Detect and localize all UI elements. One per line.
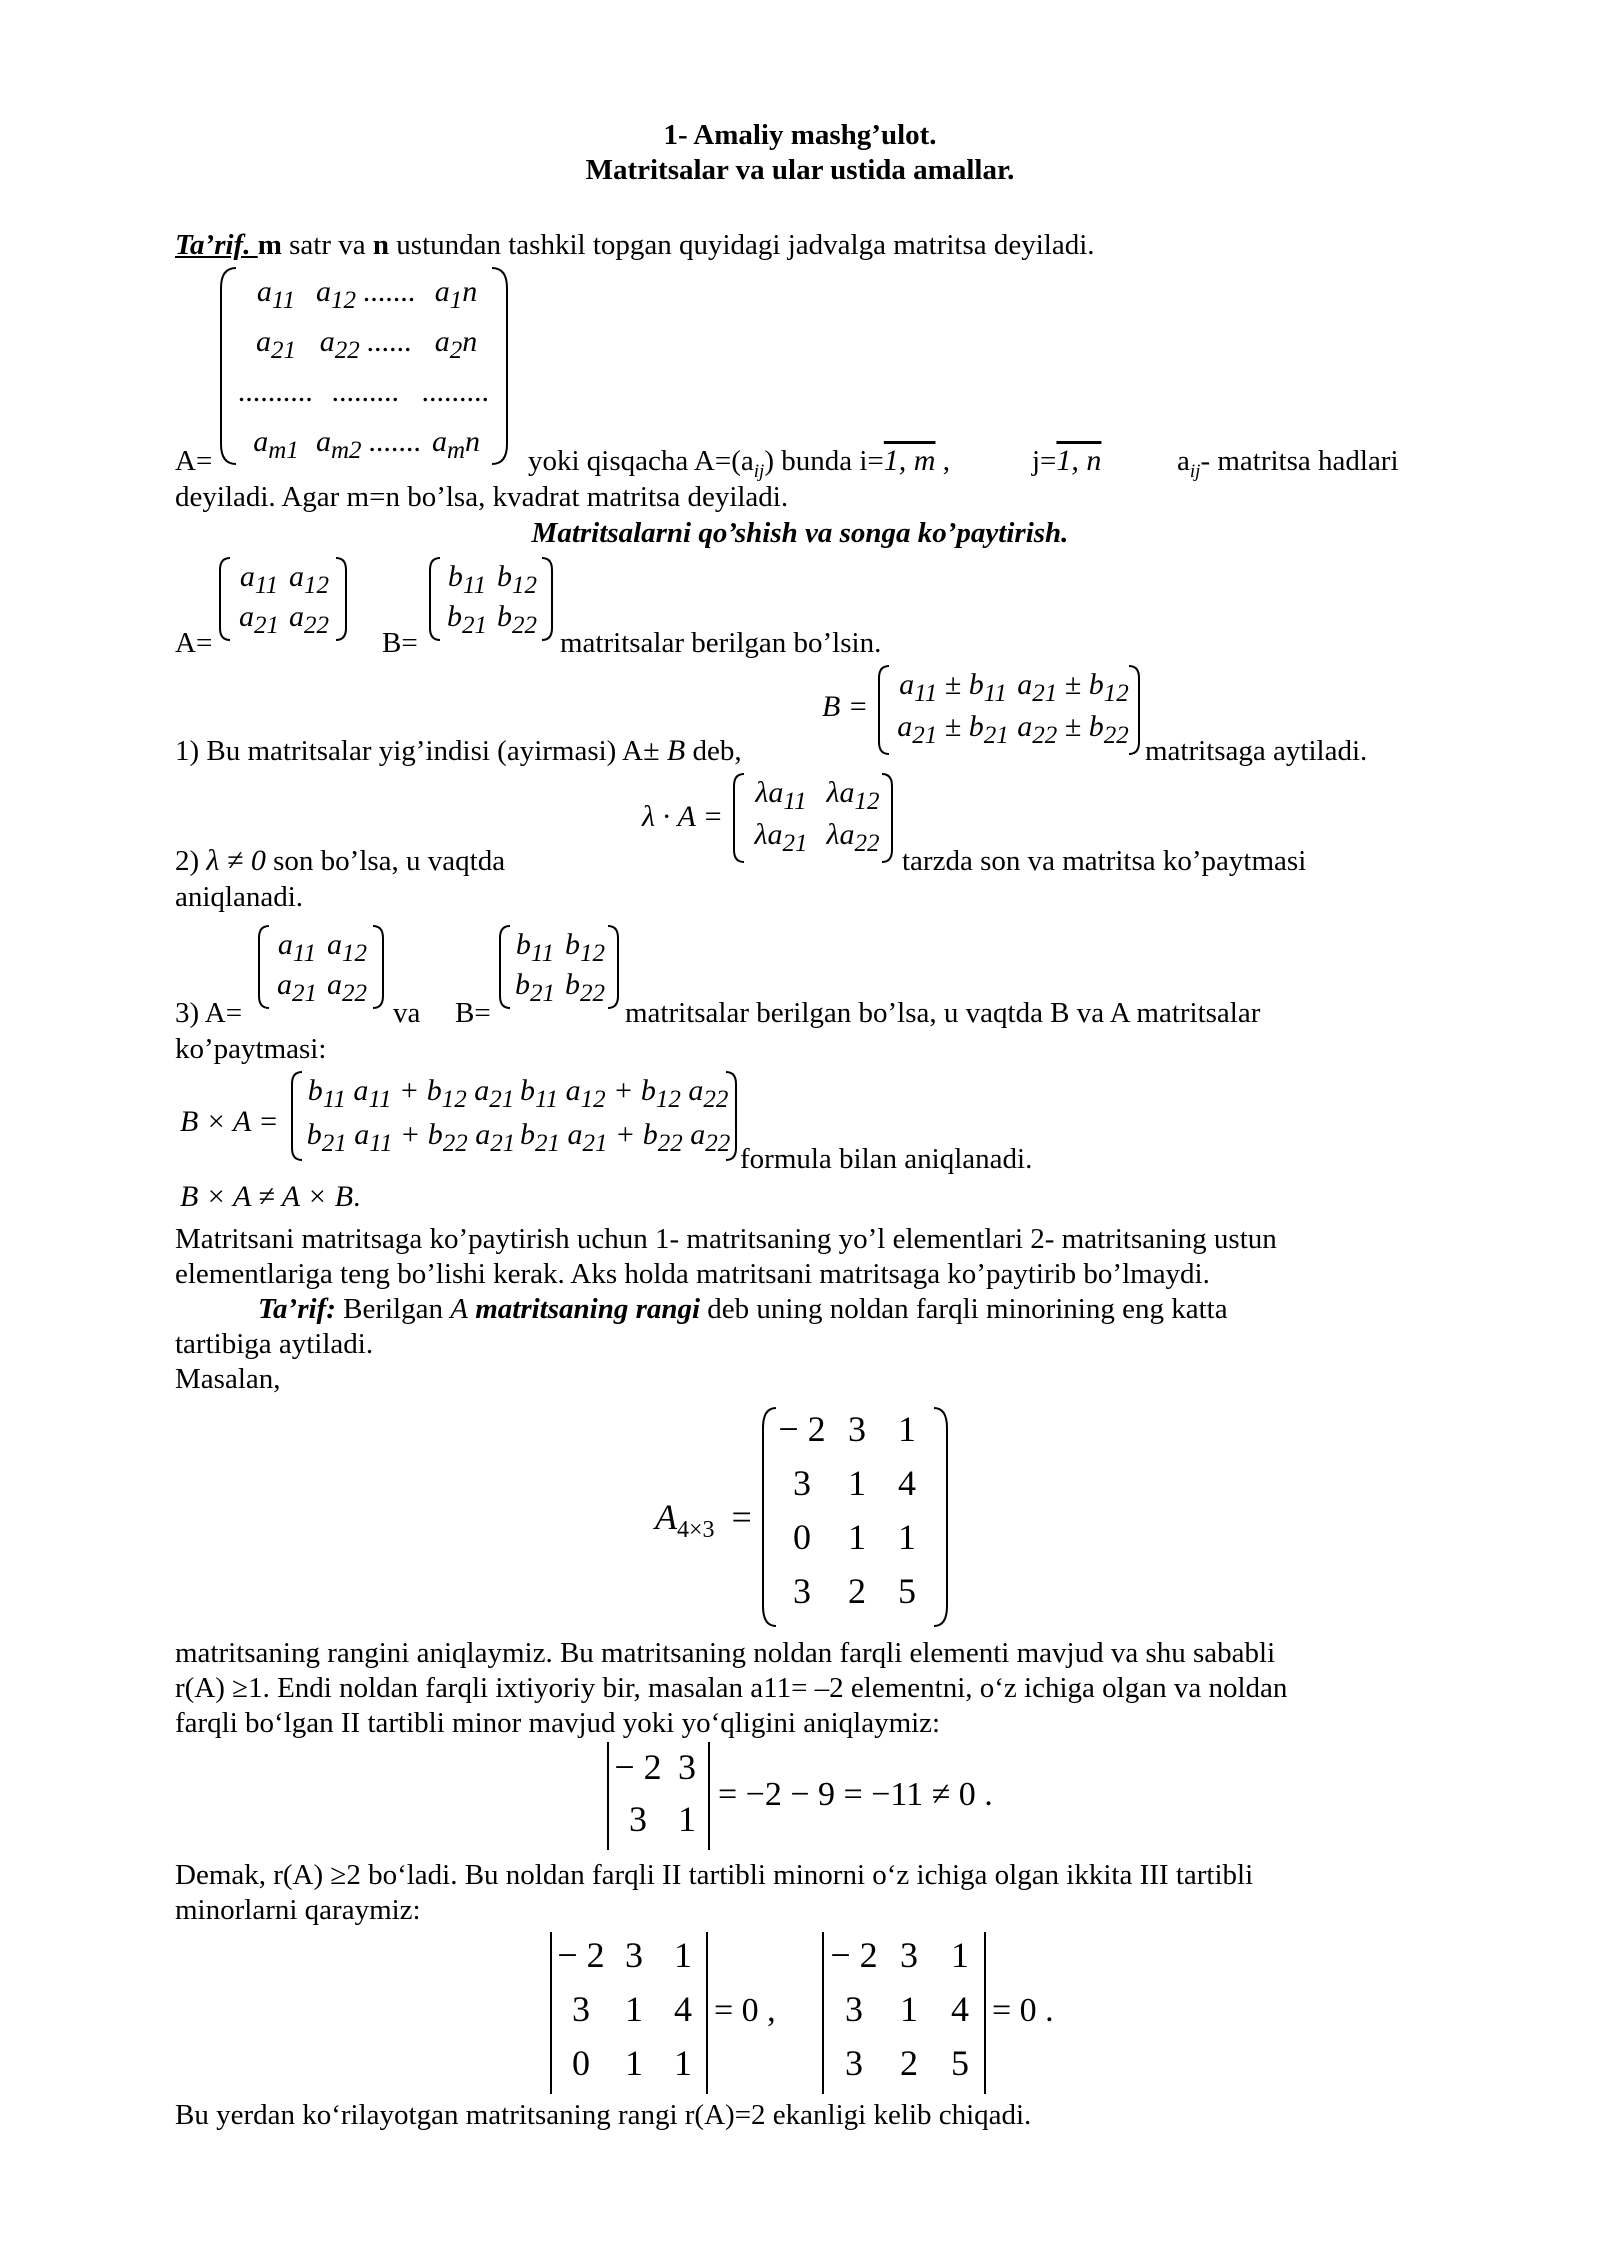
matrix-cell: .........	[332, 375, 400, 408]
det-cell: 1	[678, 1799, 696, 1839]
matrix-cell: $\lambda a_{11}$	[755, 776, 807, 815]
matrix-cell: $a_1n$	[434, 275, 478, 314]
given-text: matritsalar berilgan bo’lsin.	[560, 627, 882, 659]
matrix-cell: $a_{21} \pm b_{21}$	[897, 710, 1009, 749]
scalar-lhs: λ · A =	[642, 800, 724, 833]
matrix-cell: $\lambda a_{22}$	[826, 818, 880, 857]
det-cell: 1	[674, 1935, 692, 1975]
matrix-a-given	[234, 560, 334, 640]
b-equals: B=	[382, 627, 418, 659]
det-bar-left	[607, 1742, 609, 1850]
matrix-cell: 1	[848, 1463, 866, 1503]
det3b-result: = 0 .	[992, 1992, 1054, 2029]
product-matrix	[302, 1074, 731, 1162]
matrix-cell: $b_{11}$ $a_{11} + b_{12}$ $a_{21}$	[307, 1074, 515, 1113]
det-cell: 3	[845, 2043, 863, 2083]
matrix-cell: 0	[793, 1517, 811, 1557]
det-cell: 1	[951, 1935, 969, 1975]
a-equals: A=	[175, 445, 213, 477]
det-cell: 4	[951, 1989, 969, 2029]
non-commutative: B × A ≠ A × B.	[180, 1180, 361, 1213]
matrix-cell: $b_{21}$	[515, 968, 555, 1007]
det-cell: − 2	[830, 1935, 878, 1975]
matrix-cell: $b_{11}$ $a_{12} + b_{12}$ $a_{22}$	[520, 1074, 729, 1113]
matrix-cell: 1	[848, 1517, 866, 1557]
paragraph-line: farqli bo‘lgan II tartibli minor mavjud yoki yo‘qligini aniqlaymiz:	[175, 1707, 941, 1739]
item1-tail: matritsaga aytiladi.	[1145, 735, 1368, 767]
sum-lhs: B =	[822, 690, 869, 723]
matrix-cell: 5	[898, 1571, 916, 1611]
det-cell: 3	[629, 1799, 647, 1839]
matrix-cell: $a_{21}$	[239, 600, 279, 639]
matrix-cell: $a_{12}$	[327, 928, 367, 967]
paragraph-line: Matritsani matritsaga ko’paytirish uchun 1- matritsaning yo’l elementlari 2- matritsaning ustun	[175, 1223, 1277, 1255]
i-range: 1, m	[883, 444, 936, 477]
example-lhs: $A_{4\times 3}$ =	[655, 1497, 752, 1543]
matrix-cell: 3	[793, 1463, 811, 1503]
matrix-cell: $a_{22}$ ......	[319, 325, 413, 364]
page-subtitle: Matritsalar va ular ustida amallar.	[585, 154, 1015, 186]
item3-line2: ko’paytmasi:	[175, 1033, 327, 1065]
j-range-text: j=1, n	[1032, 444, 1102, 477]
det-cell: 3	[625, 1935, 643, 1975]
matrix-cell: $b_{21}$ $a_{21} + b_{22}$ $a_{22}$	[520, 1118, 731, 1157]
determinant-3x3-a	[553, 1934, 707, 2096]
right-paren	[371, 924, 385, 1010]
det-bar-right	[708, 1742, 710, 1850]
right-paren	[540, 556, 554, 642]
definition-line	[175, 228, 1095, 262]
determinant-2x2	[610, 1746, 708, 1850]
matrix-cell: $a_{11}$	[277, 928, 317, 967]
definition-text-a: satr va	[281, 229, 373, 261]
matrix-cell: 2	[848, 1571, 866, 1611]
matrix-cell: $a_{22}$	[327, 968, 367, 1007]
product-tail: formula bilan aniqlanadi.	[740, 1143, 1033, 1175]
left-paren	[218, 266, 238, 466]
matrix-a-item3	[272, 928, 372, 1008]
left-paren	[218, 556, 232, 642]
right-paren	[932, 1406, 950, 1628]
det-cell: 0	[572, 2043, 590, 2083]
matrix-cell: $a_{12}$ .......	[316, 275, 416, 314]
left-paren	[732, 772, 746, 864]
matrix-cell: − 2	[778, 1409, 826, 1449]
right-paren	[334, 556, 348, 642]
matrix-cell: 3	[793, 1571, 811, 1611]
det-cell: 3	[900, 1935, 918, 1975]
matrix-cell: $\lambda a_{12}$	[826, 776, 880, 815]
det2-result: = −2 − 9 = −11 ≠ 0 .	[718, 1776, 993, 1813]
matrix-cell: $a_{11}$	[239, 560, 279, 599]
left-paren	[428, 556, 442, 642]
general-matrix	[236, 275, 496, 475]
det-bar-left	[822, 1932, 824, 2094]
left-paren	[257, 924, 271, 1010]
matrix-cell: 1	[898, 1517, 916, 1557]
j-range: 1, n	[1056, 444, 1102, 477]
example-matrix	[772, 1408, 932, 1624]
det-cell: 3	[572, 1989, 590, 2029]
matrix-cell: 3	[848, 1409, 866, 1449]
det-cell: 5	[951, 2043, 969, 2083]
matrix-cell: $\lambda a_{21}$	[754, 818, 808, 857]
n-var: n	[372, 229, 390, 261]
m-var: m	[257, 229, 282, 261]
scalar-matrix	[745, 776, 889, 860]
det-cell: − 2	[614, 1747, 662, 1787]
matrix-cell: $a_{21}$	[256, 325, 296, 364]
item3-text: matritsalar berilgan bo’lsa, u vaqtda B va A matritsalar	[625, 997, 1261, 1029]
paragraph-line: elementlariga teng bo’lishi kerak. Aks holda matritsani matritsaga ko’paytirib bo’lmaydi.	[175, 1258, 1210, 1290]
item3-a-equals: 3) A=	[175, 997, 243, 1029]
rank-definition-line2: tartibiga aytiladi.	[175, 1328, 374, 1360]
matrix-b-item3	[510, 928, 610, 1008]
det-cell: 3	[678, 1747, 696, 1787]
matrix-cell: $a_{21} \pm b_{12}$	[1017, 668, 1129, 707]
det-cell: 1	[625, 1989, 643, 2029]
determinant-3x3-b	[825, 1934, 985, 2096]
matrix-cell: $b_{22}$	[565, 968, 605, 1007]
matrix-cell: $a_2n$	[434, 325, 478, 364]
left-paren	[877, 664, 891, 756]
det-cell: − 2	[557, 1935, 605, 1975]
matrix-cell: $a_{m2}$ .......	[316, 425, 422, 464]
det-cell: 4	[674, 1989, 692, 2029]
item2-line2: aniqlanadi.	[175, 881, 304, 913]
page-title: 1- Amaliy mashg’ulot.	[663, 119, 937, 151]
definition-label: Ta’rif.	[175, 229, 258, 261]
paragraph-line: r(A) ≥1. Endi noldan farqli ixtiyoriy bir, masalan a11= –2 elementni, o‘z ichiga olgan va noldan	[175, 1672, 1288, 1704]
matrix-cell: $a_{12}$	[289, 560, 329, 599]
matrix-cell: .........	[422, 375, 490, 408]
matrix-cell: $a_{11} \pm b_{11}$	[899, 668, 1007, 707]
aij-label: $a_{ij}-$ matritsa hadlari	[1177, 445, 1399, 482]
matrix-cell: $b_{12}$	[497, 560, 537, 599]
matrix-cell: $a_{11}$	[256, 275, 296, 314]
matrix-cell: $b_{21}$ $a_{11} + b_{22}$ $a_{21}$	[306, 1118, 516, 1157]
item1-text: 1) Bu matritsalar yig’indisi (ayirmasi) A± B deb,	[175, 734, 742, 767]
item2-tail: tarzda son va matritsa ko’paytmasi	[902, 845, 1307, 877]
matrix-cell: 4	[898, 1463, 916, 1503]
matrix-cell: $b_{11}$	[447, 560, 487, 599]
item2-text: 2) λ ≠ 0 son bo’lsa, u vaqtda	[175, 844, 506, 877]
conclusion: Bu yerdan ko‘rilayotgan matritsaning rangi r(A)=2 ekanligi kelib chiqadi.	[175, 2099, 1032, 2131]
matrix-cell: $a_{22} \pm b_{22}$	[1017, 710, 1129, 749]
rank-definition: Ta’rif: Berilgan A matritsaning rangi deb uning noldan farqli minorining eng katta	[258, 1293, 1228, 1325]
det-cell: 3	[845, 1989, 863, 2029]
matrix-cell: ..........	[238, 375, 314, 408]
det-cell: 1	[900, 1989, 918, 2029]
short-notation: yoki qisqacha $A=(a_{ij})$ bunda i=1, m ,	[528, 444, 950, 482]
matrix-cell: $b_{11}$	[515, 928, 555, 967]
section-heading: Matritsalarni qo’shish va songa ko’paytirish.	[531, 517, 1069, 549]
det-cell: 1	[625, 2043, 643, 2083]
matrix-cell: $a_{m1}$	[253, 425, 299, 464]
item3-b-equals: B=	[455, 997, 491, 1029]
matrix-b-given	[442, 560, 542, 640]
masalan: Masalan,	[175, 1363, 281, 1395]
product-lhs: B × A =	[180, 1105, 279, 1138]
det3a-result: = 0 ,	[714, 1992, 776, 2029]
definition-text-b: ustundan tashkil topgan quyidagi jadvalga matritsa deyiladi.	[389, 229, 1095, 261]
a-equals: A=	[175, 627, 213, 659]
det-cell: 2	[900, 2043, 918, 2083]
det-bar-left	[550, 1932, 552, 2094]
definition-line-2: deyiladi. Agar m=n bo’lsa, kvadrat matritsa deyiladi.	[175, 481, 789, 513]
matrix-cell: $a_mn$	[431, 425, 481, 464]
item3-va: va	[393, 997, 421, 1029]
matrix-cell: 1	[898, 1409, 916, 1449]
paragraph-line: Demak, r(A) ≥2 bo‘ladi. Bu noldan farqli II tartibli minorni o‘z ichiga olgan ikkita III tartibli	[175, 1859, 1254, 1891]
matrix-cell: $a_{21}$	[277, 968, 317, 1007]
paragraph-line: matritsaning rangini aniqlaymiz. Bu matritsaning noldan farqli elementi mavjud va shu sababli	[175, 1637, 1276, 1669]
det-cell: 1	[674, 2043, 692, 2083]
matrix-cell: $a_{22}$	[289, 600, 329, 639]
matrix-cell: $b_{22}$	[497, 600, 537, 639]
paragraph-line: minorlarni qaraymiz:	[175, 1894, 421, 1926]
matrix-cell: $b_{12}$	[565, 928, 605, 967]
sum-matrix	[893, 668, 1133, 752]
matrix-cell: $b_{21}$	[447, 600, 487, 639]
